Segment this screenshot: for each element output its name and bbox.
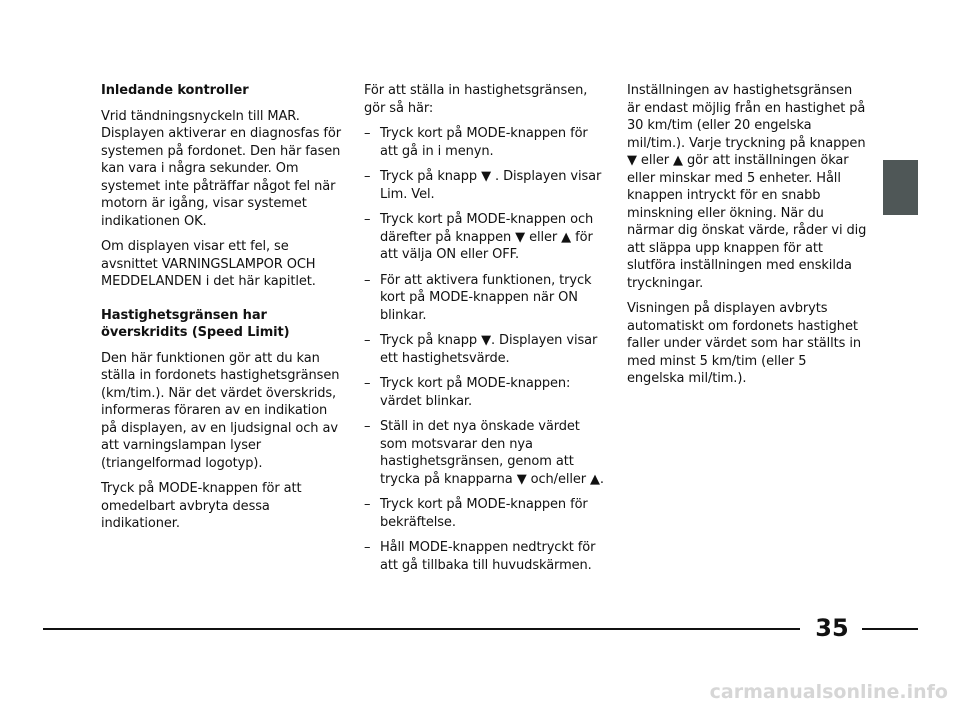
list-item — [364, 418, 604, 488]
heading-speed-limit: Hastighetsgränsen har överskridits (Speed Limit) — [101, 307, 290, 340]
list-item — [364, 496, 604, 531]
bullet-dash: – — [364, 272, 371, 288]
paragraph-set-limit-intro: För att ställa in hastighetsgränsen, gör så här: — [364, 83, 588, 116]
bullet-dash: – — [364, 376, 371, 391]
chapter-tab-marker — [883, 160, 918, 215]
list-item — [364, 332, 604, 367]
bullet-dash: – — [364, 540, 371, 555]
footer-rule-right — [862, 628, 918, 630]
list-item-text: Tryck kort på MODE-knappen: värdet blinkar. — [380, 376, 571, 409]
paragraph-cancel-indications: Tryck på MODE-knappen för att omedelbart avbryta dessa indikationer. — [101, 481, 302, 531]
bullet-dash: – — [364, 497, 371, 512]
paragraph-error-reference: Om displayen visar ett fel, se avsnittet VARNINGSLAMPOR OCH MEDDELANDEN i det här kapitlet. — [101, 239, 316, 289]
paragraph-setting-conditions: Inställningen av hastighetsgränsen är endast möjlig från en hastighet på 30 km/tim (eller 20 engelska mil/tim.). Varje tryckning på knappen ▼ eller ▲ gör att inställningen ökar eller minskar med 5 enheter. Håll knappen intryckt för en snabb minskning eller ökning. När du närmar dig önskat värde, råder vi dig att släppa upp knappen för att slutföra inställningen med enskilda tryckningar. — [627, 83, 867, 291]
list-item — [364, 168, 604, 203]
list-item-text: Tryck kort på MODE-knappen för att gå in i menyn. — [380, 126, 588, 159]
list-item — [364, 375, 604, 410]
column-middle — [364, 82, 604, 582]
list-item — [364, 125, 604, 160]
list-item — [364, 211, 604, 264]
list-item-text: Tryck kort på MODE-knappen och därefter på knappen ▼ eller ▲ för att välja ON eller OFF. — [380, 212, 594, 262]
list-item — [364, 539, 604, 574]
list-item — [364, 272, 604, 325]
list-item-text: Ställ in det nya önskade värdet som motsvarar den nya hastighetsgränsen, genom att trycka på knapparna ▼ och/eller ▲. — [380, 419, 604, 487]
list-item-text: För att aktivera funktionen, tryck kort på MODE-knappen när ON blinkar. — [380, 272, 592, 323]
list-item-text: Tryck på knapp ▼ . Displayen visar Lim. Vel. — [380, 169, 602, 202]
column-right — [627, 82, 867, 396]
page-number: 35 — [815, 614, 849, 642]
paragraph-speed-limit-function: Den här funktionen gör att du kan ställa in fordonets hastighetsgränsen (km/tim.). När det värdet överskrids, informeras föraren av en indikation på displayen, av en ljudsignal och av att varningslampan lyser (triangelformad logotyp). — [101, 350, 340, 471]
instruction-list — [364, 125, 604, 574]
column-left — [101, 82, 341, 541]
footer-rule-left — [43, 628, 800, 630]
bullet-dash: – — [364, 419, 371, 434]
bullet-dash: – — [364, 212, 371, 227]
list-item-text: Tryck på knapp ▼. Displayen visar ett hastighetsvärde. — [380, 333, 598, 366]
bullet-dash: – — [364, 333, 371, 348]
heading-initial-checks: Inledande kontroller — [101, 83, 249, 98]
paragraph-ignition: Vrid tändningsnyckeln till MAR. Displayen aktiverar en diagnosfas för systemen på fordonet. Den här fasen kan vara i några sekunder. Om systemet inte påträffar något fel när motorn är igång, visar systemet indikationen OK. — [101, 108, 342, 229]
paragraph-display-cancel: Visningen på displayen avbryts automatiskt om fordonets hastighet faller under värdet som har ställts in med minst 5 km/tim (eller 5 engelska mil/tim.). — [627, 301, 862, 386]
bullet-dash: – — [364, 169, 371, 184]
list-item-text: Håll MODE-knappen nedtryckt för att gå tillbaka till huvudskärmen. — [380, 540, 596, 573]
bullet-dash: – — [364, 126, 371, 141]
list-item-text: Tryck kort på MODE-knappen för bekräftelse. — [380, 497, 588, 530]
watermark: carmanualsonline.info — [709, 681, 948, 703]
